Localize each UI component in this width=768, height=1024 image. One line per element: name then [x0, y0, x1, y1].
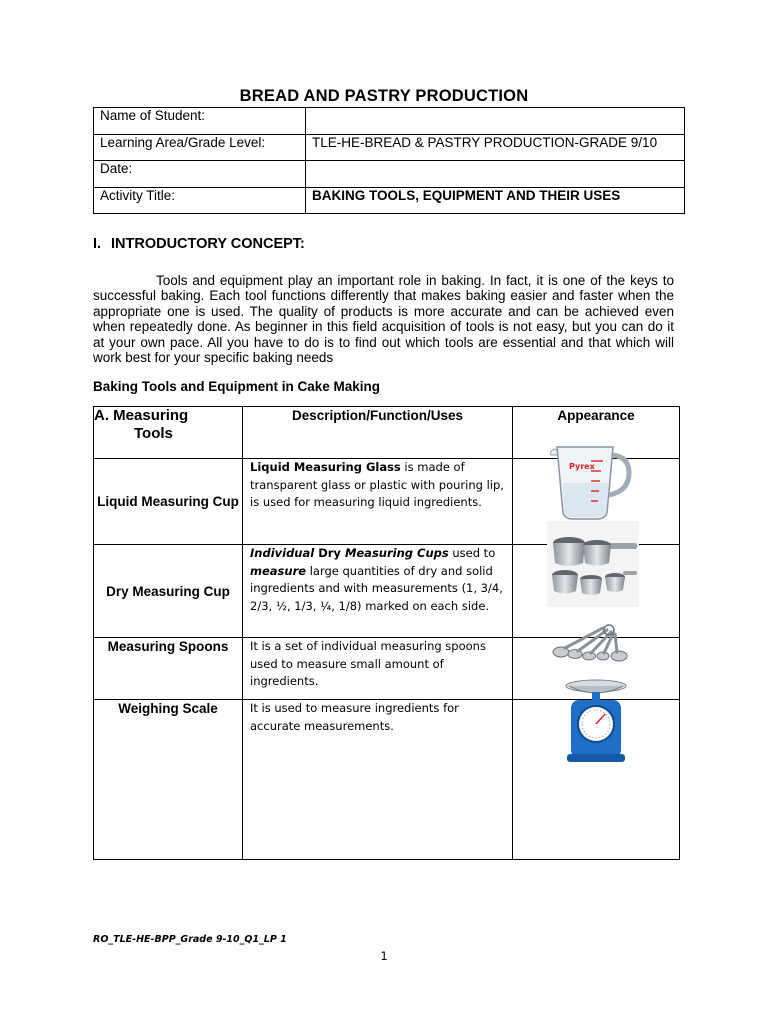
header-tools-line2: Tools	[134, 425, 173, 442]
description-text: Dry	[314, 546, 345, 560]
header-description: Description/Function/Uses	[243, 407, 513, 459]
section-title: INTRODUCTORY CONCEPT:	[111, 236, 305, 252]
info-value: BAKING TOOLS, EQUIPMENT AND THEIR USES	[306, 187, 685, 214]
tool-appearance	[513, 700, 680, 860]
section-number: I.	[93, 236, 102, 252]
description-text: large quantities of dry and solid ingredients and with measurements (1, 3/4, 2/3, ½, 1/3, ¼, 1/8) marked on each side.	[250, 563, 503, 613]
subheading: Baking Tools and Equipment in Cake Making	[93, 379, 381, 394]
description-text: Liquid Measuring Glass	[250, 460, 401, 474]
measuring-spoons-image	[547, 618, 637, 666]
info-value: TLE-HE-BREAD & PASTRY PRODUCTION-GRADE 9/10	[306, 134, 685, 161]
tool-description	[243, 638, 513, 700]
info-row-activity-title	[94, 187, 685, 214]
description-text: It is a set of individual measuring spoons used to measure small amount of ingredients.	[250, 639, 486, 688]
info-row-date	[94, 161, 685, 188]
tool-description	[243, 545, 513, 638]
tool-row-weighing-scale	[94, 700, 680, 860]
dry-measuring-cups-image	[547, 521, 639, 607]
tool-name: Liquid Measuring Cup	[94, 459, 243, 545]
intro-paragraph	[93, 273, 674, 365]
footer-code: RO_TLE-HE-BPP_Grade 9-10_Q1_LP 1	[93, 934, 287, 945]
description-text: measure	[250, 563, 307, 578]
info-value	[306, 161, 685, 188]
header-tools-line1: A. Measuring	[94, 407, 189, 424]
info-label: Learning Area/Grade Level:	[94, 134, 306, 161]
info-label: Activity Title:	[94, 187, 306, 214]
description-text: is made of transparent glass or plastic with pouring lip, is used for measuring liquid ingredients.	[250, 460, 504, 509]
description-text: used to	[448, 546, 496, 560]
measuring-tools-table	[93, 406, 680, 860]
tool-name: Weighing Scale	[94, 700, 243, 860]
info-label: Name of Student:	[94, 108, 306, 135]
student-info-table	[93, 107, 685, 214]
description-text: Measuring Cups	[344, 546, 449, 560]
tool-name: Measuring Spoons	[94, 638, 243, 700]
section-heading	[93, 236, 305, 252]
info-value	[306, 108, 685, 135]
tool-name: Dry Measuring Cup	[94, 545, 243, 638]
tool-description	[243, 700, 513, 860]
liquid-measuring-cup-image	[543, 433, 633, 523]
intro-text: Tools and equipment play an important role in baking. In fact, it is one of the keys to successful baking. Each tool functions differently that makes baking easier and faster when the appropriate one is used. The quality of products is more accurate and can be achieved even when repeatedly done. As beginner in this field acquisition of tools is not easy, but you can do it at your own pace. All you have to do is to find out which tools are essential and that which will work best for your specific baking needs	[93, 273, 674, 366]
document-title: BREAD AND PASTRY PRODUCTION	[239, 87, 529, 105]
page-number: 1	[380, 949, 388, 963]
info-label: Date:	[94, 161, 306, 188]
description-text: It is used to measure ingredients for accurate measurements.	[250, 701, 459, 733]
info-row-name	[94, 108, 685, 135]
description-text: Individual	[250, 546, 315, 560]
info-row-learning-area	[94, 134, 685, 161]
weighing-scale-image	[561, 676, 631, 764]
tool-description	[243, 459, 513, 545]
pyrex-label: Pyrex	[569, 462, 595, 471]
header-appearance: Appearance	[513, 407, 680, 459]
header-tools	[94, 407, 243, 459]
